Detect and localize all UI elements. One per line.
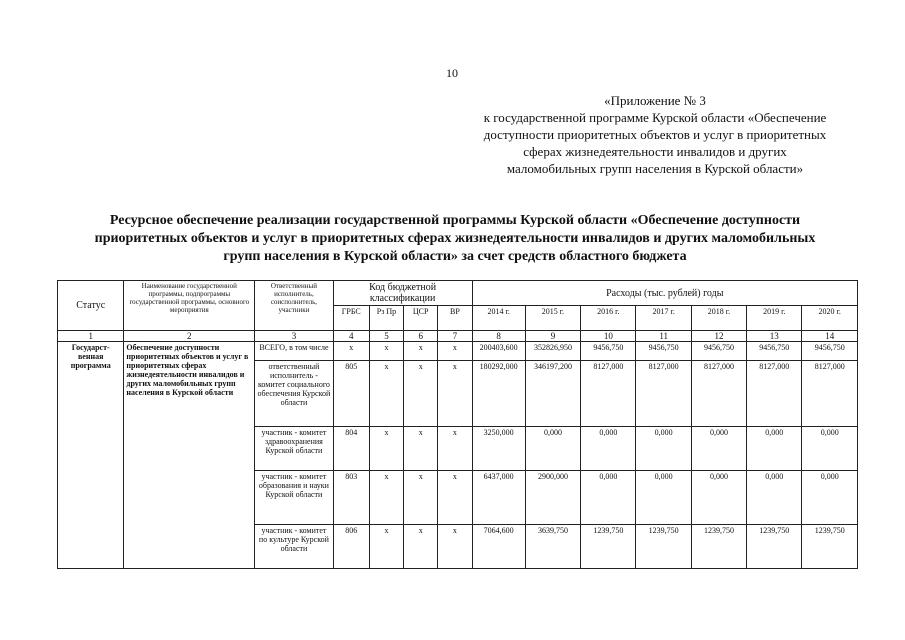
column-number: 12: [691, 331, 746, 342]
expense-cell: 1239,750: [802, 525, 858, 569]
rzpr-cell: х: [369, 427, 403, 471]
expense-cell: 0,000: [691, 427, 746, 471]
csr-cell: х: [404, 471, 438, 525]
expense-cell: 1239,750: [636, 525, 691, 569]
expense-cell: 8127,000: [581, 361, 636, 427]
grbs-cell: 804: [333, 427, 369, 471]
expense-cell: 0,000: [747, 427, 802, 471]
column-number: 3: [255, 331, 333, 342]
column-number: 6: [404, 331, 438, 342]
expense-cell: 8127,000: [691, 361, 746, 427]
expense-cell: 200403,600: [472, 342, 525, 361]
appendix-note: [445, 92, 865, 177]
vr-cell: х: [438, 342, 472, 361]
header-year: 2016 г.: [581, 306, 636, 331]
rzpr-cell: х: [369, 471, 403, 525]
header-year: 2020 г.: [802, 306, 858, 331]
expense-cell: 1239,750: [691, 525, 746, 569]
csr-cell: х: [404, 525, 438, 569]
expense-cell: 0,000: [525, 427, 580, 471]
header-year: 2018 г.: [691, 306, 746, 331]
column-number: 4: [333, 331, 369, 342]
status-cell: Государст-венная программа: [58, 342, 124, 569]
header-kbk-group: Код бюджетной классификации: [333, 281, 472, 306]
expense-cell: 352826,950: [525, 342, 580, 361]
column-number: 5: [369, 331, 403, 342]
title-line: групп населения в Курской области» за счет средств областного бюджета: [223, 249, 687, 264]
expense-cell: 8127,000: [636, 361, 691, 427]
header-grbs: ГРБС: [333, 306, 369, 331]
expense-cell: 0,000: [691, 471, 746, 525]
vr-cell: х: [438, 361, 472, 427]
expense-cell: 0,000: [802, 471, 858, 525]
header-executor: Ответственный исполнитель, соисполнитель, участники: [255, 281, 333, 331]
expense-cell: 9456,750: [581, 342, 636, 361]
appendix-line: доступности приоритетных объектов и услуг в приоритетных: [483, 127, 827, 142]
expense-cell: 9456,750: [802, 342, 858, 361]
expense-cell: 9456,750: [636, 342, 691, 361]
table-row: [58, 342, 858, 361]
expense-cell: 0,000: [581, 427, 636, 471]
rzpr-cell: х: [369, 342, 403, 361]
header-year: 2019 г.: [747, 306, 802, 331]
column-number: 14: [802, 331, 858, 342]
grbs-cell: 805: [333, 361, 369, 427]
grbs-cell: х: [333, 342, 369, 361]
csr-cell: х: [404, 427, 438, 471]
expense-cell: 0,000: [747, 471, 802, 525]
executor-cell: участник - комитет по культуре Курской области: [255, 525, 333, 569]
expense-cell: 3250,000: [472, 427, 525, 471]
column-number: 13: [747, 331, 802, 342]
appendix-line: сферах жизнедеятельности инвалидов и других: [523, 144, 787, 159]
header-rzpr: Рз Пр: [369, 306, 403, 331]
expense-cell: 346197,200: [525, 361, 580, 427]
header-year: 2015 г.: [525, 306, 580, 331]
expense-cell: 2900,000: [525, 471, 580, 525]
expense-cell: 0,000: [802, 427, 858, 471]
column-number: 10: [581, 331, 636, 342]
column-number: 8: [472, 331, 525, 342]
expense-cell: 1239,750: [581, 525, 636, 569]
rzpr-cell: х: [369, 525, 403, 569]
csr-cell: х: [404, 361, 438, 427]
header-status: Статус: [58, 281, 124, 331]
column-number: 2: [124, 331, 255, 342]
column-number: 11: [636, 331, 691, 342]
expense-cell: 9456,750: [747, 342, 802, 361]
header-name: Наименование государственной программы, подпрограммы государственной программы, основного мероприятия: [124, 281, 255, 331]
appendix-line: к государственной программе Курской области «Обеспечение: [483, 110, 827, 125]
appendix-line: маломобильных групп населения в Курской области»: [506, 161, 804, 176]
expense-cell: 9456,750: [691, 342, 746, 361]
expense-cell: 8127,000: [802, 361, 858, 427]
expense-cell: 6437,000: [472, 471, 525, 525]
appendix-line: «Приложение № 3: [604, 93, 706, 108]
column-number: 9: [525, 331, 580, 342]
title-line: Ресурсное обеспечение реализации государственной программы Курской области «Обеспечение доступности: [109, 213, 801, 228]
grbs-cell: 806: [333, 525, 369, 569]
vr-cell: х: [438, 427, 472, 471]
csr-cell: х: [404, 342, 438, 361]
executor-cell: ВСЕГО, в том числе: [255, 342, 333, 361]
column-number: 7: [438, 331, 472, 342]
executor-cell: ответственный исполнитель - комитет социального обеспечения Курской области: [255, 361, 333, 427]
title-line: приоритетных объектов и услуг в приоритетных сферах жизнедеятельности инвалидов и других маломобильных: [94, 231, 816, 246]
rzpr-cell: х: [369, 361, 403, 427]
document-title: [60, 212, 850, 266]
expense-cell: 0,000: [581, 471, 636, 525]
expense-cell: 7064,600: [472, 525, 525, 569]
grbs-cell: 803: [333, 471, 369, 525]
expense-cell: 0,000: [636, 427, 691, 471]
column-number-row: [58, 331, 858, 342]
expense-cell: 8127,000: [747, 361, 802, 427]
expense-cell: 3639,750: [525, 525, 580, 569]
expense-cell: 1239,750: [747, 525, 802, 569]
header-expenses-group: Расходы (тыс. рублей) годы: [472, 281, 857, 306]
vr-cell: х: [438, 471, 472, 525]
expense-cell: 0,000: [636, 471, 691, 525]
column-number: 1: [58, 331, 124, 342]
header-year: 2017 г.: [636, 306, 691, 331]
executor-cell: участник - комитет образования и науки Курской области: [255, 471, 333, 525]
page-number: 10: [446, 66, 458, 80]
expense-cell: 180292,000: [472, 361, 525, 427]
header-year: 2014 г.: [472, 306, 525, 331]
vr-cell: х: [438, 525, 472, 569]
header-vr: ВР: [438, 306, 472, 331]
executor-cell: участник - комитет здравоохранения Курской области: [255, 427, 333, 471]
program-name-cell: Обеспечение доступности приоритетных объектов и услуг в приоритетных сферах жизнедеятельности инвалидов и других маломобильных групп населения в Курской области: [124, 342, 255, 569]
budget-table: [57, 280, 858, 569]
header-csr: ЦСР: [404, 306, 438, 331]
